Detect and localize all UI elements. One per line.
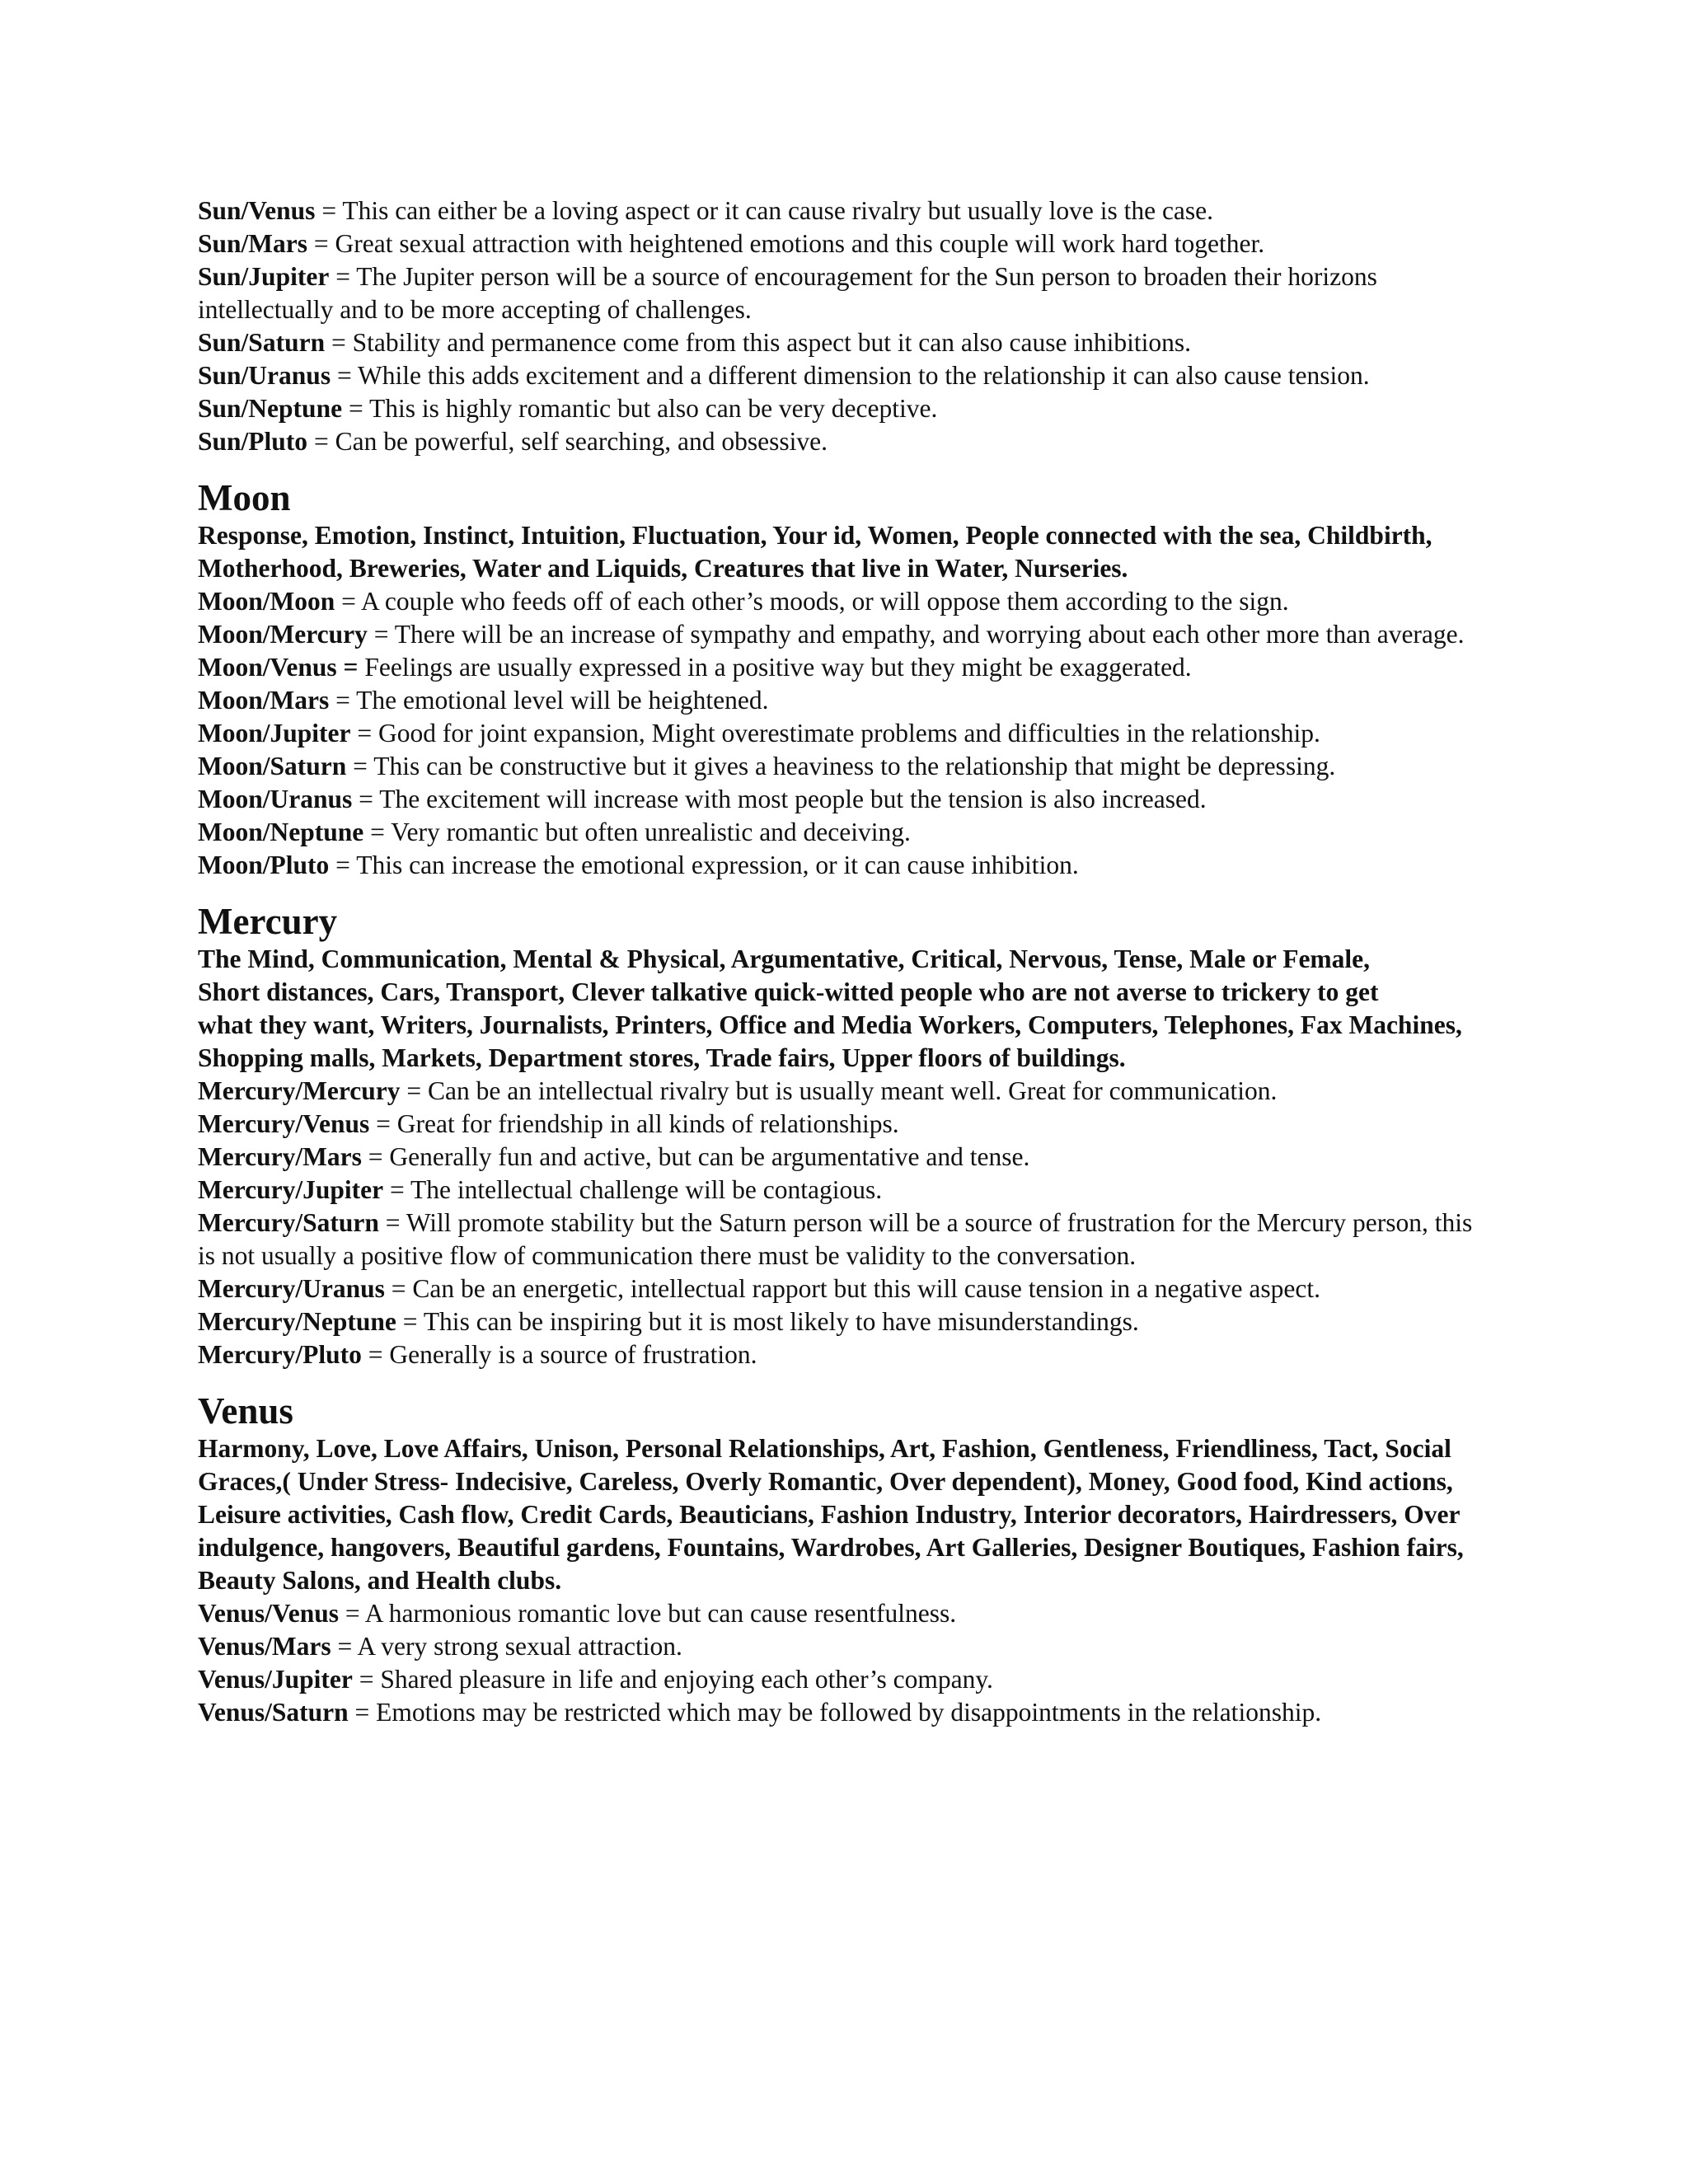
aspect-text: = The emotional level will be heightened. — [329, 686, 769, 715]
aspect-text: = A harmonious romantic love but can cause resentfulness. — [339, 1599, 957, 1628]
aspect-line — [198, 717, 1484, 750]
aspect-line — [198, 260, 1484, 326]
section-gap — [198, 458, 1484, 476]
aspect-line — [198, 1174, 1484, 1207]
aspect-label: Venus/Mars — [198, 1632, 331, 1661]
aspect-line — [198, 1108, 1484, 1141]
aspect-label: Mercury/Jupiter — [198, 1175, 384, 1204]
aspect-line — [198, 1630, 1484, 1663]
aspect-line — [198, 227, 1484, 260]
aspect-text: = Stability and permanence come from this aspect but it can also cause inhibitions. — [325, 328, 1191, 357]
section-keywords: Harmony, Love, Love Affairs, Unison, Personal Relationships, Art, Fashion, Gentleness, Friendliness, Tact, Social Graces,( Under Stress- Indecisive, Careless, Overly Romantic, Over dependent), Money, Good food, Kind actions, Leisure activities, Cash flow, Credit Cards, Beauticians, Fashion Industry, Interior decorators, Hairdressers, Over indulgence, hangovers, Beautiful gardens, Fountains, Wardrobes, Art Galleries, Designer Boutiques, Fashion fairs, Beauty Salons, and Health clubs. — [198, 1434, 1464, 1595]
aspect-line — [198, 1207, 1484, 1272]
aspect-label: Sun/Pluto — [198, 427, 308, 456]
aspect-label: Sun/Saturn — [198, 328, 326, 357]
aspect-text: = Very romantic but often unrealistic and deceiving. — [363, 818, 911, 846]
aspect-line — [198, 1075, 1484, 1108]
aspect-text: = Generally fun and active, but can be argumentative and tense. — [361, 1142, 1030, 1171]
aspect-label: Sun/Neptune — [198, 394, 343, 423]
aspect-text: = Can be an energetic, intellectual rapport but this will cause tension in a negative aspect. — [384, 1274, 1320, 1303]
aspect-label: Moon/Pluto — [198, 851, 330, 879]
aspect-line — [198, 783, 1484, 816]
aspect-line — [198, 1141, 1484, 1174]
aspect-label: Venus/Venus — [198, 1599, 340, 1628]
sun-aspects — [198, 194, 1484, 458]
aspect-line — [198, 1696, 1484, 1729]
document-page — [198, 194, 1484, 1729]
aspect-text: = The intellectual challenge will be contagious. — [383, 1175, 883, 1204]
aspect-text: = A very strong sexual attraction. — [331, 1632, 682, 1661]
section-keywords: what they want, Writers, Journalists, Printers, Office and Media Workers, Computers, Telephones, Fax Machines, Shopping malls, Markets, Department stores, Trade fairs, Upper floors of buildings. — [198, 1010, 1462, 1072]
aspect-label: Mercury/Venus — [198, 1109, 370, 1138]
aspect-text: = Can be powerful, self searching, and obsessive. — [307, 427, 828, 456]
aspect-label: Sun/Uranus — [198, 361, 331, 390]
aspect-text: = Great for friendship in all kinds of relationships. — [369, 1109, 899, 1138]
aspect-label: Moon/Neptune — [198, 818, 364, 846]
section-keywords: Response, Emotion, Instinct, Intuition, Fluctuation, Your id, Women, People connected with the sea, Childbirth, Motherhood, Breweries, Water and Liquids, Creatures that live in Water, Nurseries. — [198, 521, 1432, 583]
aspect-label: Sun/Jupiter — [198, 262, 330, 291]
aspect-label: Mercury/Neptune — [198, 1307, 396, 1336]
aspect-label: Moon/Uranus — [198, 785, 353, 813]
section-heading: Moon — [198, 477, 291, 518]
aspect-text: = This can be inspiring but it is most likely to have misunderstandings. — [396, 1307, 1139, 1336]
section-heading: Mercury — [198, 901, 338, 942]
aspect-text: = Shared pleasure in life and enjoying each other’s company. — [352, 1665, 993, 1694]
aspect-label: Moon/Mars — [198, 686, 330, 715]
aspect-text: = This can increase the emotional expression, or it can cause inhibition. — [329, 851, 1079, 879]
aspect-text: = There will be an increase of sympathy and empathy, and worrying about each other more than average. — [367, 620, 1465, 649]
aspect-label: Mercury/Mercury — [198, 1076, 401, 1105]
aspect-line — [198, 651, 1484, 684]
section-keywords: The Mind, Communication, Mental & Physical, Argumentative, Critical, Nervous, Tense, Male or Female, — [198, 944, 1371, 973]
aspect-line — [198, 1597, 1484, 1630]
aspect-line — [198, 585, 1484, 618]
aspect-line — [198, 359, 1484, 392]
aspect-text: = The excitement will increase with most people but the tension is also increased. — [352, 785, 1207, 813]
aspect-text: = Will promote stability but the Saturn person will be a source of frustration for the Mercury person, this is not usually a positive flow of communication there must be validity to the conversation. — [198, 1208, 1473, 1270]
aspect-text: = Great sexual attraction with heightened emotions and this couple will work hard together. — [307, 229, 1265, 258]
aspect-text: = Generally is a source of frustration. — [361, 1340, 757, 1369]
aspect-text: = Good for joint expansion, Might overestimate problems and difficulties in the relationship. — [350, 719, 1320, 748]
aspect-text: = The Jupiter person will be a source of encouragement for the Sun person to broaden their horizons intellectually and to be more accepting of challenges. — [198, 262, 1377, 324]
aspect-line — [198, 618, 1484, 651]
venus-section — [198, 1390, 1484, 1729]
aspect-line — [198, 816, 1484, 849]
aspect-text: = A couple who feeds off of each other’s moods, or will oppose them according to the sign. — [335, 587, 1289, 616]
aspect-line — [198, 684, 1484, 717]
aspect-text: = This can either be a loving aspect or it can cause rivalry but usually love is the case. — [315, 196, 1214, 225]
aspect-line — [198, 849, 1484, 882]
aspect-line — [198, 1272, 1484, 1305]
aspect-line — [198, 1338, 1484, 1371]
aspect-text: = Emotions may be restricted which may be followed by disappointments in the relationship. — [348, 1698, 1322, 1727]
aspect-line — [198, 425, 1484, 458]
aspect-label: Mercury/Uranus — [198, 1274, 385, 1303]
aspect-line — [198, 326, 1484, 359]
section-keywords: Short distances, Cars, Transport, Clever talkative quick-witted people who are not averse to trickery to get — [198, 977, 1379, 1006]
aspect-label: Moon/Venus = — [198, 653, 359, 682]
aspect-line — [198, 1305, 1484, 1338]
aspect-label: Moon/Saturn — [198, 752, 347, 780]
aspect-label: Sun/Venus — [198, 196, 316, 225]
mercury-section — [198, 900, 1484, 1371]
aspect-label: Mercury/Mars — [198, 1142, 362, 1171]
aspect-text: = This is highly romantic but also can be very deceptive. — [342, 394, 938, 423]
aspect-label: Venus/Jupiter — [198, 1665, 353, 1694]
section-gap — [198, 882, 1484, 900]
aspect-text: = While this adds excitement and a different dimension to the relationship it can also cause tension. — [331, 361, 1370, 390]
aspect-label: Mercury/Pluto — [198, 1340, 362, 1369]
aspect-label: Moon/Moon — [198, 587, 335, 616]
aspect-line — [198, 750, 1484, 783]
section-gap — [198, 1371, 1484, 1390]
aspect-line — [198, 1663, 1484, 1696]
aspect-text: = This can be constructive but it gives a heaviness to the relationship that might be depressing. — [346, 752, 1336, 780]
aspect-label: Venus/Saturn — [198, 1698, 349, 1727]
aspect-label: Mercury/Saturn — [198, 1208, 379, 1237]
aspect-line — [198, 194, 1484, 227]
aspect-text: Feelings are usually expressed in a positive way but they might be exaggerated. — [358, 653, 1192, 682]
aspect-line — [198, 392, 1484, 425]
moon-section — [198, 476, 1484, 882]
aspect-label: Moon/Mercury — [198, 620, 368, 649]
section-heading: Venus — [198, 1390, 293, 1432]
aspect-text: = Can be an intellectual rivalry but is usually meant well. Great for communication. — [400, 1076, 1278, 1105]
aspect-label: Sun/Mars — [198, 229, 308, 258]
aspect-label: Moon/Jupiter — [198, 719, 351, 748]
